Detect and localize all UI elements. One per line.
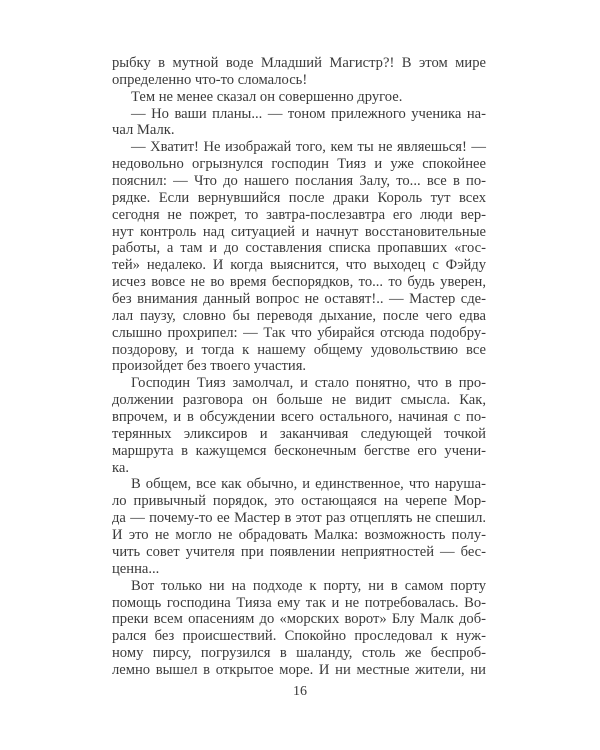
text-line: сегодня не пожрет, то завтра-послезавтра его люди вер- [112, 206, 486, 223]
text-line: рыбку в мутной воде Младший Магистр?! В этом мире [112, 55, 486, 71]
text-line: преки всем опасениям до «морских ворот» Блу Малк доб- [112, 611, 486, 628]
text-line: слышно прохрипел: — Так что убирайся отсюда подобру- [112, 324, 486, 341]
text-line: нут контроль над ситуацией и начнут восстановительные [112, 223, 486, 240]
text-line: тей» недалеко. И когда выяснится, что выходец с Фэйду [112, 257, 486, 274]
text-line: лемно вышел в открытое море. И ни местные жители, ни [112, 661, 486, 678]
text-line: рался без происшествий. Спокойно проследовал к нуж- [112, 628, 486, 645]
text-line: Вот только ни на подходе к порту, ни в самом порту [131, 577, 486, 594]
text-line: — Хватит! Не изображай того, кем ты не являешься! — [131, 139, 486, 156]
text-line: помощь господина Тияза ему так и не потребовалась. Во- [112, 594, 486, 611]
text-line: ценна... [112, 560, 160, 577]
paragraph [112, 89, 486, 106]
text-line: пояснил: — Что до нашего послания Залу, то... все в по- [112, 173, 486, 190]
text-line: поздорову, и тогда к нашему общему удовольствию все [112, 341, 486, 358]
text-line: И это не могло не обрадовать Малка: возможность полу- [112, 527, 486, 544]
text-line: маршрута в кажущемся бесконечным бегстве его учени- [112, 442, 486, 459]
text-line: без внимания данный вопрос не оставят!.. — Мастер сде- [112, 291, 486, 308]
paragraph [112, 55, 486, 89]
text-line: В общем, все как обычно, и единственное, что наруша- [131, 476, 486, 493]
page-number: 16 [293, 684, 307, 699]
text-line: чал Малк. [112, 122, 175, 139]
text-line: ло привычный порядок, это остающаяся на черепе Мор- [112, 493, 486, 510]
text-line: исчез вовсе не во время беспорядков, то... то будь уверен, [112, 274, 486, 291]
text-line: недовольно огрызнулся господин Тияз и уже спокойнее [112, 156, 486, 173]
text-line: лал паузу, словно бы переводя дыхание, после чего едва [112, 307, 486, 324]
text-line: ка. [112, 459, 129, 476]
text-line: да — почему-то ее Мастер в этот раз отцеплять не спешил. [112, 510, 486, 527]
paragraph [112, 375, 486, 476]
text-line: рядке. Если вернувшийся после драки Король тут всех [112, 189, 486, 206]
text-line: — Но ваши планы... — тоном прилежного ученика на- [131, 105, 486, 122]
text-line: определенно что-то сломалось! [112, 71, 308, 88]
paragraph [112, 139, 486, 375]
paragraph [112, 578, 486, 679]
text-line: произойдет без твоего участия. [112, 358, 307, 375]
text-line: работы, а там и до составления списка пропавших «гос- [112, 240, 486, 257]
text-line: Тем не менее сказал он совершенно другое. [131, 88, 403, 105]
text-line: Господин Тияз замолчал, и стало понятно, что в про- [131, 375, 486, 392]
paragraph [112, 476, 486, 577]
text-line: впрочем, и в обсуждении всего остального, начиная с по- [112, 409, 486, 426]
text-line: терянных эликсиров и заканчивая следующей точкой [112, 425, 486, 442]
text-line: чить совет учителя при появлении неприятностей — бес- [112, 543, 486, 560]
paragraph [112, 106, 486, 140]
text-line: должении разговора он больше не видит смысла. Как, [112, 392, 486, 409]
text-line: ному пирсу, погрузился в шаланду, столь же беспроб- [112, 645, 486, 662]
page-body [112, 55, 486, 679]
